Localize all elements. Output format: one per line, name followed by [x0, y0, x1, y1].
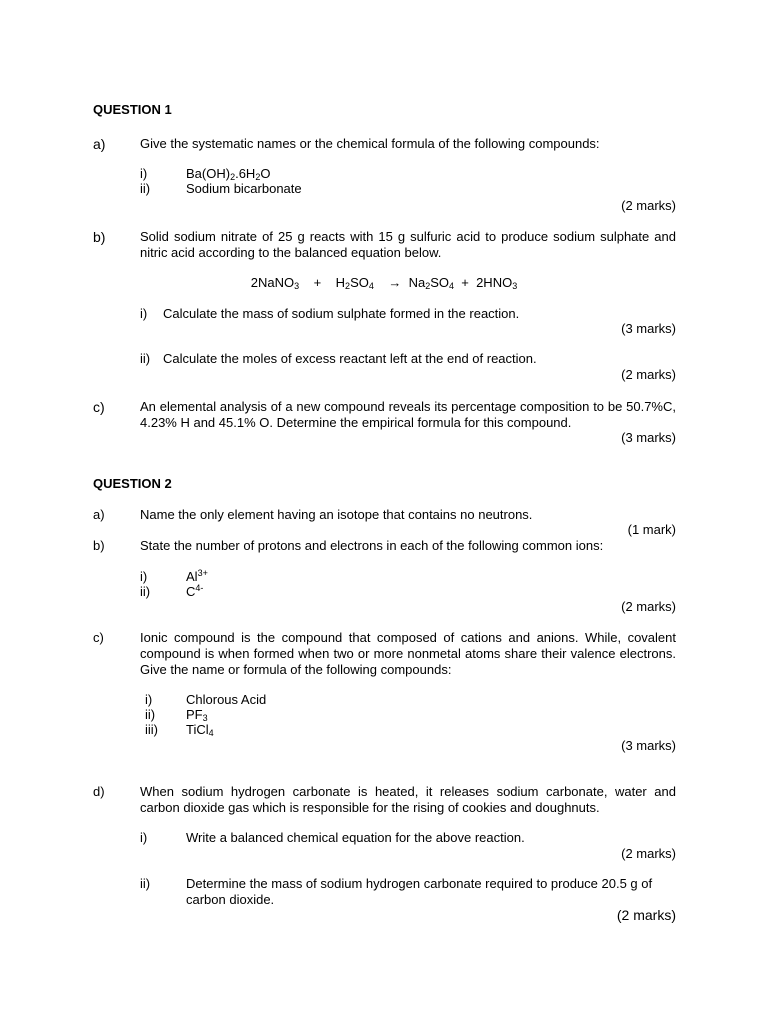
q1-b-i-num: i): [140, 306, 148, 321]
q2-c-text: Ionic compound is the compound that composed of cations and anions. While, covalent compound is when formed when two or more nonmetal atoms share their valence electrons. Give the name or formula of the following compounds:: [140, 630, 676, 677]
q2-a-marks: (1 mark): [627, 522, 676, 537]
q1-c-label: c): [93, 399, 105, 415]
q2-d-text: When sodium hydrogen carbonate is heated, it releases sodium carbonate, water and carbon dioxide gas which is responsible for the rising of cookies and doughnuts.: [140, 784, 676, 815]
q1-a-marks: (2 marks): [621, 198, 676, 213]
q2-b-i-num: i): [140, 569, 148, 584]
q1-b-ii-text: Calculate the moles of excess reactant left at the end of reaction.: [163, 351, 537, 366]
q2-b-marks: (2 marks): [621, 599, 676, 614]
q2-d-ii-text: Determine the mass of sodium hydrogen carbonate required to produce 20.5 g of carbon dioxide.: [186, 876, 653, 907]
q1-a-label: a): [93, 136, 106, 152]
q1-a-i-num: i): [140, 166, 148, 181]
q2-b-ii-num: ii): [140, 584, 151, 599]
q2-c-label: c): [93, 630, 104, 645]
q1-b-label: b): [93, 229, 106, 245]
q2-d-ii-marks: (2 marks): [616, 907, 676, 923]
q1-b-text: Solid sodium nitrate of 25 g reacts with 15 g sulfuric acid to produce sodium sulphate and nitric acid according to the balanced equation below.: [140, 229, 676, 260]
q1-a-ii-text: Sodium bicarbonate: [186, 181, 302, 196]
q2-c-ii-formula: $PF_3$: [186, 707, 208, 723]
q2-b-text: State the number of protons and electrons in each of the following common ions:: [140, 538, 604, 553]
q2-a-label: a): [93, 507, 105, 522]
q1-b-equation: 2NaNO$_3$ + $H_2SO_4$ → $Na_2SO_4 + 2HNO_3$: [250, 275, 518, 291]
q2-d-i-num: i): [140, 830, 148, 845]
q2-c-iii-formula: TiCl$_4$: [186, 722, 214, 738]
q2-b-ii-ion: $C^{4-}$: [186, 583, 204, 599]
q1-b-i-text: Calculate the mass of sodium sulphate formed in the reaction.: [163, 306, 520, 321]
q1-c-marks: (3 marks): [621, 430, 676, 445]
q1-b-ii-marks: (2 marks): [621, 367, 676, 382]
q1-c-text: An elemental analysis of a new compound reveals its percentage composition to be 50.7%C, 4.23% H and 45.1% O. Determine the empirical formula for this compound.: [140, 399, 676, 430]
q1-a-i-formula: $Ba(OH)_2.6H_2O$: [186, 166, 271, 182]
q2-d-i-text: Write a balanced chemical equation for the above reaction.: [186, 830, 525, 845]
q1-b-i-marks: (3 marks): [621, 321, 676, 336]
q2-c-i-text: Chlorous Acid: [186, 692, 267, 707]
q2-a-text: Name the only element having an isotope that contains no neutrons.: [140, 507, 533, 522]
q2-b-label: b): [93, 538, 105, 553]
q2-b-i-ion: $Al^{3+}$: [186, 568, 208, 584]
q2-d-i-marks: (2 marks): [621, 846, 676, 861]
arrow-icon: →: [388, 275, 402, 290]
q2-c-i-num: i): [145, 692, 153, 707]
q1-a-text: Give the systematic names or the chemical formula of the following compounds:: [140, 136, 600, 151]
q2-c-iii-num: iii): [145, 722, 158, 737]
q2-d-ii-num: ii): [140, 876, 151, 891]
q2-c-marks: (3 marks): [621, 738, 676, 753]
q2-d-label: d): [93, 784, 105, 799]
q1-a-ii-num: ii): [140, 181, 151, 196]
question-1-heading: QUESTION 1: [93, 102, 172, 117]
q1-b-ii-num: ii): [140, 351, 151, 366]
q2-c-ii-num: ii): [145, 707, 156, 722]
question-2-heading: QUESTION 2: [93, 476, 172, 491]
